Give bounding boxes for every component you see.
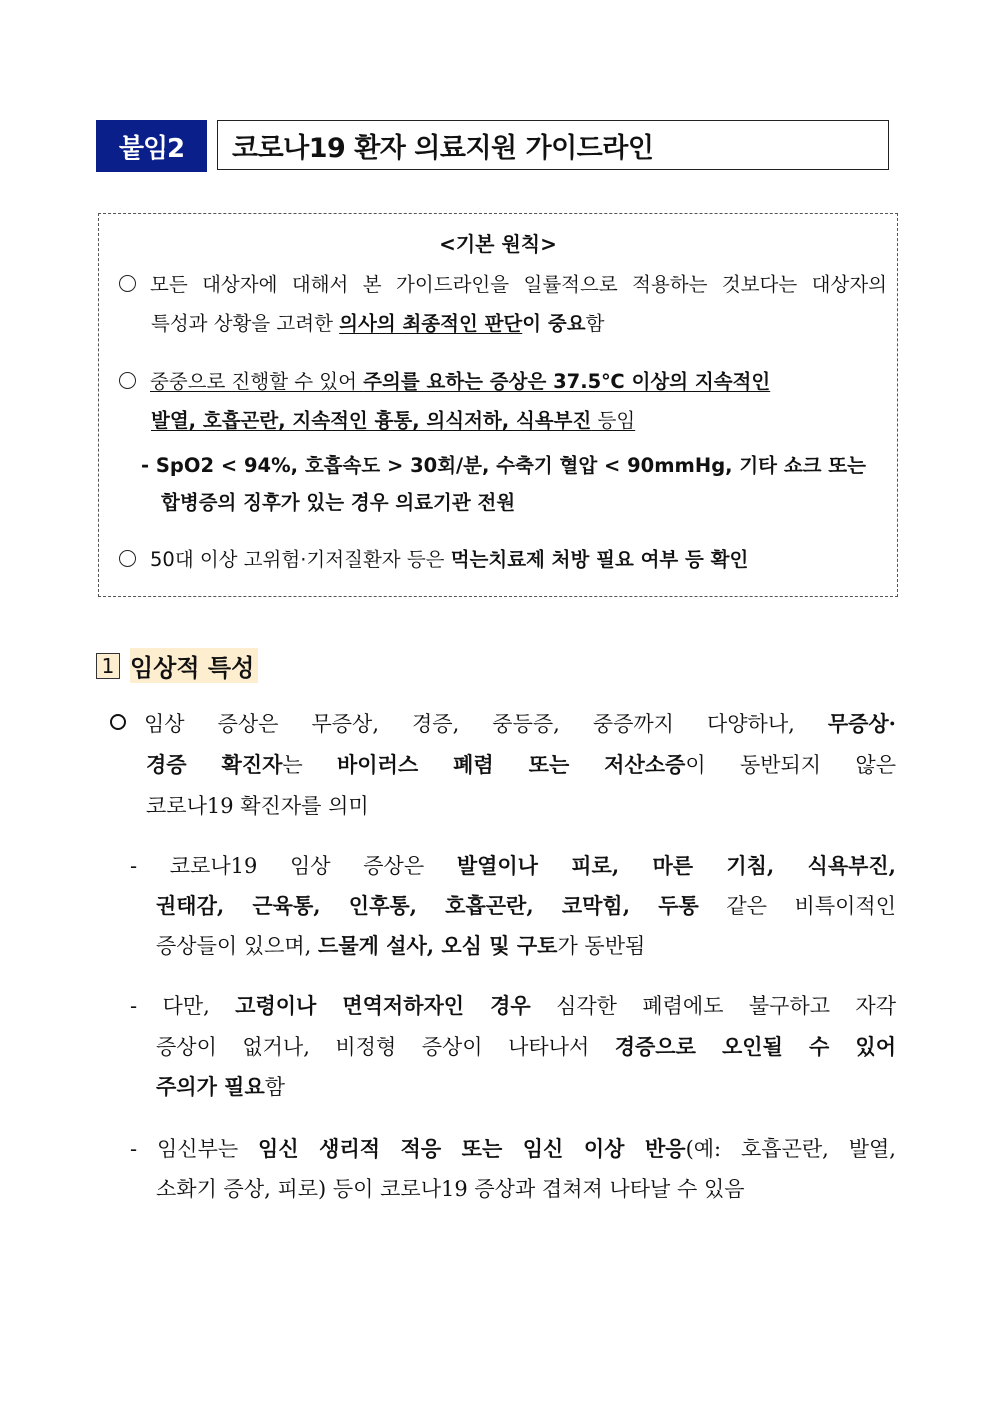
dash2-text-3: 증상이 없거나, 비정형 증상이 나타나서 bbox=[156, 1035, 615, 1059]
principle-3-text: 50대 이상 고위험·기저질환자 등은 bbox=[150, 548, 451, 571]
elderly-dash-line-2 bbox=[156, 1031, 896, 1061]
bullet-text: 임상 증상은 무증상, 경증, 중등증, 중증까지 다양하나, bbox=[144, 712, 828, 736]
principle-sub-text: - SpO2 < 94%, 호흡속도 > 30회/분, 수축기 혈압 < 90mmHg, 기타 쇼크 또는 bbox=[141, 454, 866, 477]
principle-1-line-1 bbox=[119, 269, 887, 297]
principle-2-text-end: 등임 bbox=[591, 409, 636, 432]
clinical-bullet-line-1 bbox=[110, 708, 896, 738]
circle-bullet-icon bbox=[119, 550, 136, 567]
principle-sub-line-2 bbox=[161, 487, 515, 515]
elderly-dash-line-3 bbox=[156, 1071, 285, 1101]
circle-bullet-icon bbox=[119, 275, 136, 292]
dash3-text: - 임신부는 bbox=[130, 1137, 259, 1161]
bullet-text-3: 이 동반되지 않은 bbox=[685, 753, 896, 777]
section-1-heading bbox=[96, 648, 258, 683]
principle-1-text-plain: 특성과 상황을 고려한 bbox=[151, 312, 340, 335]
dash2-emphasis-3: 주의가 필요 bbox=[156, 1074, 265, 1099]
dash1-emphasis: 발열이나 피로, 마른 기침, 식욕부진, bbox=[456, 853, 896, 878]
principle-1-emphasis: 의사의 최종적인 판단 bbox=[339, 312, 523, 335]
basic-principles-box bbox=[98, 213, 898, 597]
principle-1-emphasis-2: 이 중요 bbox=[522, 312, 586, 335]
principle-3-emphasis: 먹는치료제 처방 필요 여부 등 확인 bbox=[450, 548, 749, 571]
dash1-text-4: 가 동반됨 bbox=[557, 934, 646, 958]
principle-2-symptoms: 발열, 호흡곤란, 지속적인 흉통, 의식저하, 식욕부진 bbox=[151, 409, 592, 432]
dash2-text: - 다만, bbox=[130, 994, 236, 1018]
bullet-emphasis-2: 경증 확진자 bbox=[146, 752, 283, 777]
principle-1-text: 모든 대상자에 대해서 본 가이드라인을 일률적으로 적용하는 것보다는 대상자의 bbox=[150, 273, 887, 296]
dash1-emphasis-3: 드물게 설사, 오심 및 구토 bbox=[318, 933, 558, 958]
dash3-emphasis: 임신 생리적 적응 또는 임신 이상 반응 bbox=[258, 1136, 686, 1161]
bullet-text-2: 는 bbox=[282, 753, 338, 777]
bullet-emphasis: 무증상· bbox=[827, 711, 896, 736]
principle-2-line-1 bbox=[119, 366, 770, 394]
attachment-badge bbox=[96, 120, 207, 172]
bullet-text-4: 코로나19 확진자를 의미 bbox=[146, 794, 369, 818]
principle-sub-line-1 bbox=[141, 450, 866, 478]
principle-1-text-end: 함 bbox=[585, 312, 605, 335]
document-title-box bbox=[217, 120, 889, 170]
dash2-text-2: 심각한 폐렴에도 불구하고 자각 bbox=[530, 994, 896, 1018]
symptoms-dash-line-3 bbox=[156, 930, 645, 960]
attachment-badge-label: 붙임2 bbox=[118, 133, 185, 164]
symptoms-dash-line-1 bbox=[130, 850, 896, 880]
section-number-box: 1 bbox=[96, 653, 120, 679]
dash2-emphasis-2: 경증으로 오인될 수 있어 bbox=[614, 1034, 896, 1059]
clinical-bullet-line-3 bbox=[146, 790, 369, 820]
document-title: 코로나19 환자 의료지원 가이드라인 bbox=[232, 132, 654, 164]
dash1-text: - 코로나19 임상 증상은 bbox=[130, 854, 457, 878]
dash1-text-2: 같은 비특이적인 bbox=[698, 894, 896, 918]
hollow-circle-bullet-icon bbox=[110, 714, 126, 730]
dash3-text-2: (예: 호흡곤란, 발열, bbox=[685, 1137, 896, 1161]
principle-2-emphasis: 주의를 요하는 증상은 37.5℃ 이상의 지속적인 bbox=[363, 370, 771, 393]
principle-2-line-2 bbox=[151, 405, 635, 433]
dash1-emphasis-2: 권태감, 근육통, 인후통, 호흡곤란, 코막힘, 두통 bbox=[156, 893, 699, 918]
pregnancy-dash-line-1 bbox=[130, 1133, 896, 1163]
symptoms-dash-line-2 bbox=[156, 890, 896, 920]
dash3-text-3: 소화기 증상, 피로) 등이 코로나19 증상과 겹쳐져 나타날 수 있음 bbox=[156, 1177, 745, 1201]
bullet-emphasis-3: 바이러스 폐렴 또는 저산소증 bbox=[337, 752, 686, 777]
principle-1-line-2 bbox=[151, 308, 604, 336]
principles-heading: <기본 원칙> bbox=[439, 232, 557, 256]
circle-bullet-icon bbox=[119, 372, 136, 389]
clinical-bullet-line-2 bbox=[146, 749, 896, 779]
section-title: 임상적 특성 bbox=[130, 648, 258, 683]
dash1-text-3: 증상들이 있으며, bbox=[156, 934, 319, 958]
dash2-text-4: 함 bbox=[264, 1075, 286, 1099]
principle-sub-text-2: 합병증의 징후가 있는 경우 의료기관 전원 bbox=[161, 491, 516, 514]
elderly-dash-line-1 bbox=[130, 990, 896, 1020]
pregnancy-dash-line-2 bbox=[156, 1173, 745, 1203]
principle-3-line bbox=[119, 544, 748, 572]
dash2-emphasis: 고령이나 면역저하자인 경우 bbox=[235, 993, 531, 1018]
principle-2-text: 중중으로 진행할 수 있어 bbox=[150, 370, 364, 393]
